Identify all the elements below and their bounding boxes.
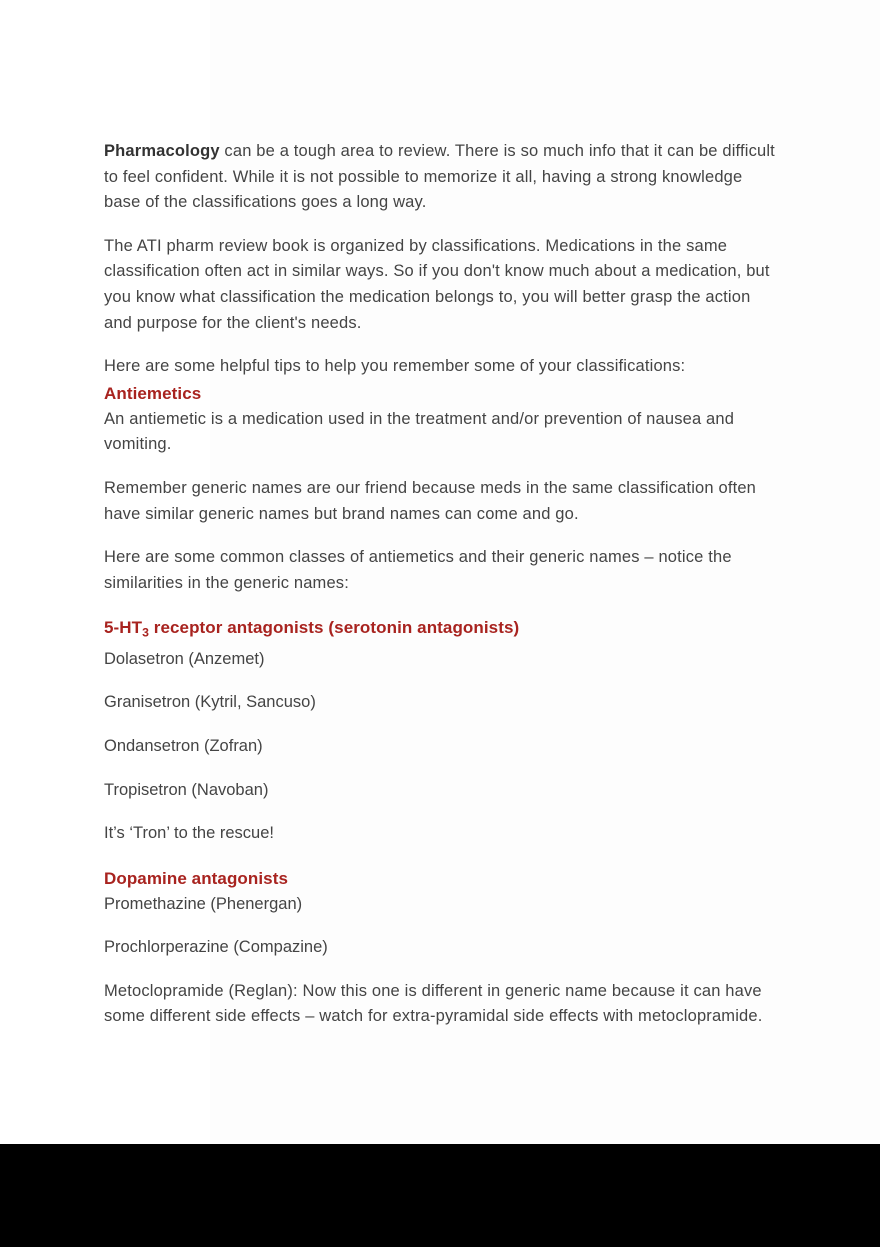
drug-item: Promethazine (Phenergan) (104, 894, 303, 913)
document-content (104, 139, 780, 1048)
heading-serotonin-prefix: 5-HT (104, 618, 143, 638)
footer-black-bar (0, 1144, 880, 1247)
drug-item: Prochlorperazine (Compazine) (104, 938, 328, 957)
paragraph-classes-intro: Here are some common classes of antiemetics and their generic names – notice the similarities in the generic names: (104, 548, 732, 592)
paragraph-classifications: The ATI pharm review book is organized by classifications. Medications in the same classification often act in similar ways. So if you don't know much about a medication, but you know what classification the medication belongs to, you will better grasp the action and purpose for the client's needs. (104, 236, 770, 332)
paragraph-tips-intro: Here are some helpful tips to help you remember some of your classifications: (104, 357, 686, 376)
heading-dopamine-antagonists: Dopamine antagonists (104, 868, 289, 888)
drug-item: Dolasetron (Anzemet) (104, 649, 265, 668)
intro-paragraph (104, 139, 780, 216)
drug-item: Ondansetron (Zofran) (104, 736, 263, 755)
heading-serotonin-antagonists (104, 614, 780, 646)
paragraph-generic-names-note: Remember generic names are our friend because meds in the same classification often have similar generic names but brand names can come and go. (104, 478, 757, 523)
drug-item: Tropisetron (Navoban) (104, 780, 269, 799)
intro-rest: can be a tough area to review. There is so much info that it can be difficult to feel confident. While it is not possible to memorize it all, having a strong knowledge base of the classifications goes a long way. (104, 142, 775, 212)
heading-serotonin-subscript: 3 (142, 625, 149, 640)
mnemonic-tron: It’s ‘Tron’ to the rescue! (104, 824, 274, 843)
heading-antiemetics: Antiemetics (104, 383, 202, 403)
drug-item: Granisetron (Kytril, Sancuso) (104, 693, 316, 712)
paragraph-metoclopramide-note: Metoclopramide (Reglan): Now this one is different in generic name because it can have some different side effects – watch for extra-pyramidal side effects with metoclopramide. (104, 981, 763, 1026)
paragraph-antiemetic-definition: An antiemetic is a medication used in the treatment and/or prevention of nausea and vomiting. (104, 409, 735, 454)
heading-serotonin-suffix: receptor antagonists (serotonin antagonists) (148, 618, 520, 638)
intro-lead-bold: Pharmacology (104, 142, 220, 160)
